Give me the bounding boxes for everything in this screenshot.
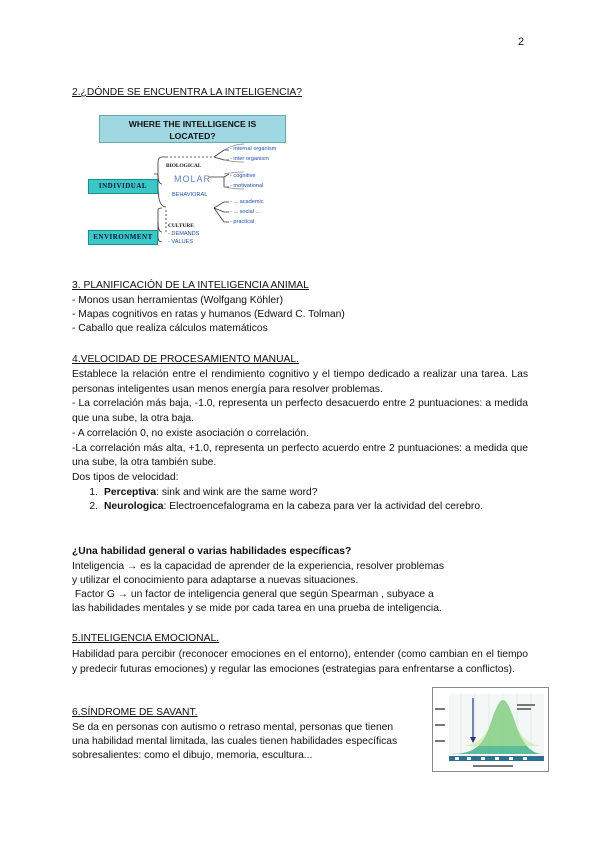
- text-line: una habilidad mental limitada, las cuales tienen habilidades específicas: [72, 736, 398, 747]
- page-number: 2: [518, 36, 525, 48]
- list-number: 1.: [89, 486, 98, 498]
- section-heading-animal: 3. PLANIFICACIÓN DE LA INTELIGENCIA ANIMAL: [72, 280, 309, 291]
- speed-type-term: Perceptiva: [104, 486, 157, 498]
- text-line: y utilizar el conocimiento para adaptarse a nuevas situaciones.: [72, 575, 359, 586]
- diagram-inter-organism: - inter organism: [230, 156, 269, 162]
- text-line: las habilidades mentales y se mide por cada tarea en una prueba de inteligencia.: [72, 603, 442, 614]
- diagram-individual-box: INDIVIDUAL: [88, 179, 158, 194]
- section-heading-emotional: 5.INTELIGENCIA EMOCIONAL.: [72, 633, 220, 644]
- diagram-internal-organism: - internal organism: [230, 146, 277, 152]
- emotional-body: Habilidad para percibir (reconocer emociones en el entorno), entender (como cambian en el tiempo y predecir futuras emociones) y regular las emociones (estrategias para enfrentarse a conflictos).: [72, 649, 528, 675]
- diagram-behavioral: BEHAVIORAL: [172, 192, 208, 198]
- text-line: Inteligencia → es la capacidad de aprender de la experiencia, resolver problemas: [72, 561, 445, 572]
- speed-body: [72, 368, 528, 515]
- intelligence-location-diagram: [84, 112, 314, 262]
- list-item: [72, 500, 528, 515]
- text-line: Se da en personas con autismo o retraso mental, personas que tienen: [72, 722, 394, 733]
- speed-paragraph-1: Establece la relación entre el rendimiento cognitivo y el tiempo dedicado a realizar una tarea. Las personas inteligentes usan menos energía para resolver problemas.: [72, 369, 528, 395]
- speed-paragraph-4: -La correlación más alta, +1.0, representa un perfecto acuerdo entre 2 puntuaciones: a medida que una sube, la otra también sube.: [72, 442, 528, 469]
- bell-curve-graphic: [433, 688, 548, 771]
- diagram-values: - VALUES: [168, 239, 194, 245]
- section-heading-savant: 6.SÍNDROME DE SAVANT.: [72, 707, 198, 718]
- diagram-motivational: - motivational: [230, 183, 264, 189]
- diagram-practical: - practical: [230, 219, 255, 225]
- section-heading-location: 2.¿DÓNDE SE ENCUENTRA LA INTELIGENCIA?: [72, 87, 303, 98]
- list-number: 2.: [89, 501, 98, 513]
- list-item: - Caballo que realiza cálculos matemáticos: [72, 323, 268, 334]
- diagram-environment-box: ENVIRONMENT: [88, 230, 158, 245]
- speed-paragraph-3: - A correlación 0, no existe asociación o correlación.: [72, 427, 309, 439]
- speed-type-desc: : Electroencefalograma en la cabeza para ver la actividad del cerebro.: [163, 501, 483, 513]
- diagram-biological: BIOLOGICAL: [166, 163, 202, 169]
- animal-list: [72, 294, 345, 336]
- diagram-social: - ... social ...: [230, 209, 261, 215]
- diagram-academic: - ... academic: [230, 199, 264, 205]
- list-item: - Monos usan herramientas (Wolfgang Köhler): [72, 295, 283, 306]
- speed-type-term: Neurologica: [104, 501, 164, 513]
- list-item: - Mapas cognitivos en ratas y humanos (Edward C. Tolman): [72, 309, 345, 320]
- diagram-demands: - DEMANDS: [168, 231, 200, 237]
- iq-distribution-figure: [432, 687, 549, 772]
- section-heading-speed: 4.VELOCIDAD DE PROCESAMIENTO MANUAL.: [72, 354, 299, 365]
- diagram-title: WHERE THE INTELLIGENCE IS LOCATED?: [99, 115, 286, 143]
- list-item: [72, 486, 528, 501]
- speed-paragraph-5: Dos tipos de velocidad:: [72, 471, 179, 483]
- diagram-culture: CULTURE: [168, 223, 194, 229]
- text-line: sobresalientes: como el dibujo, memoria, escultura...: [72, 750, 313, 761]
- savant-body: [72, 721, 397, 763]
- speed-type-desc: : sink and wink are the same word?: [156, 486, 318, 498]
- section-heading-general-ability: ¿Una habilidad general o varias habilidades específicas?: [72, 546, 352, 557]
- diagram-cognitive: - cognitive: [230, 173, 256, 179]
- speed-paragraph-2: - La correlación más baja, -1.0, representa un perfecto desacuerdo entre 2 puntuaciones: a medida que una sube, la otra baja.: [72, 398, 528, 425]
- text-line: Factor G → un factor de inteligencia general que según Spearman , subyace a: [72, 589, 434, 600]
- diagram-molar: MOLAR: [174, 174, 212, 184]
- general-ability-body: [72, 560, 444, 616]
